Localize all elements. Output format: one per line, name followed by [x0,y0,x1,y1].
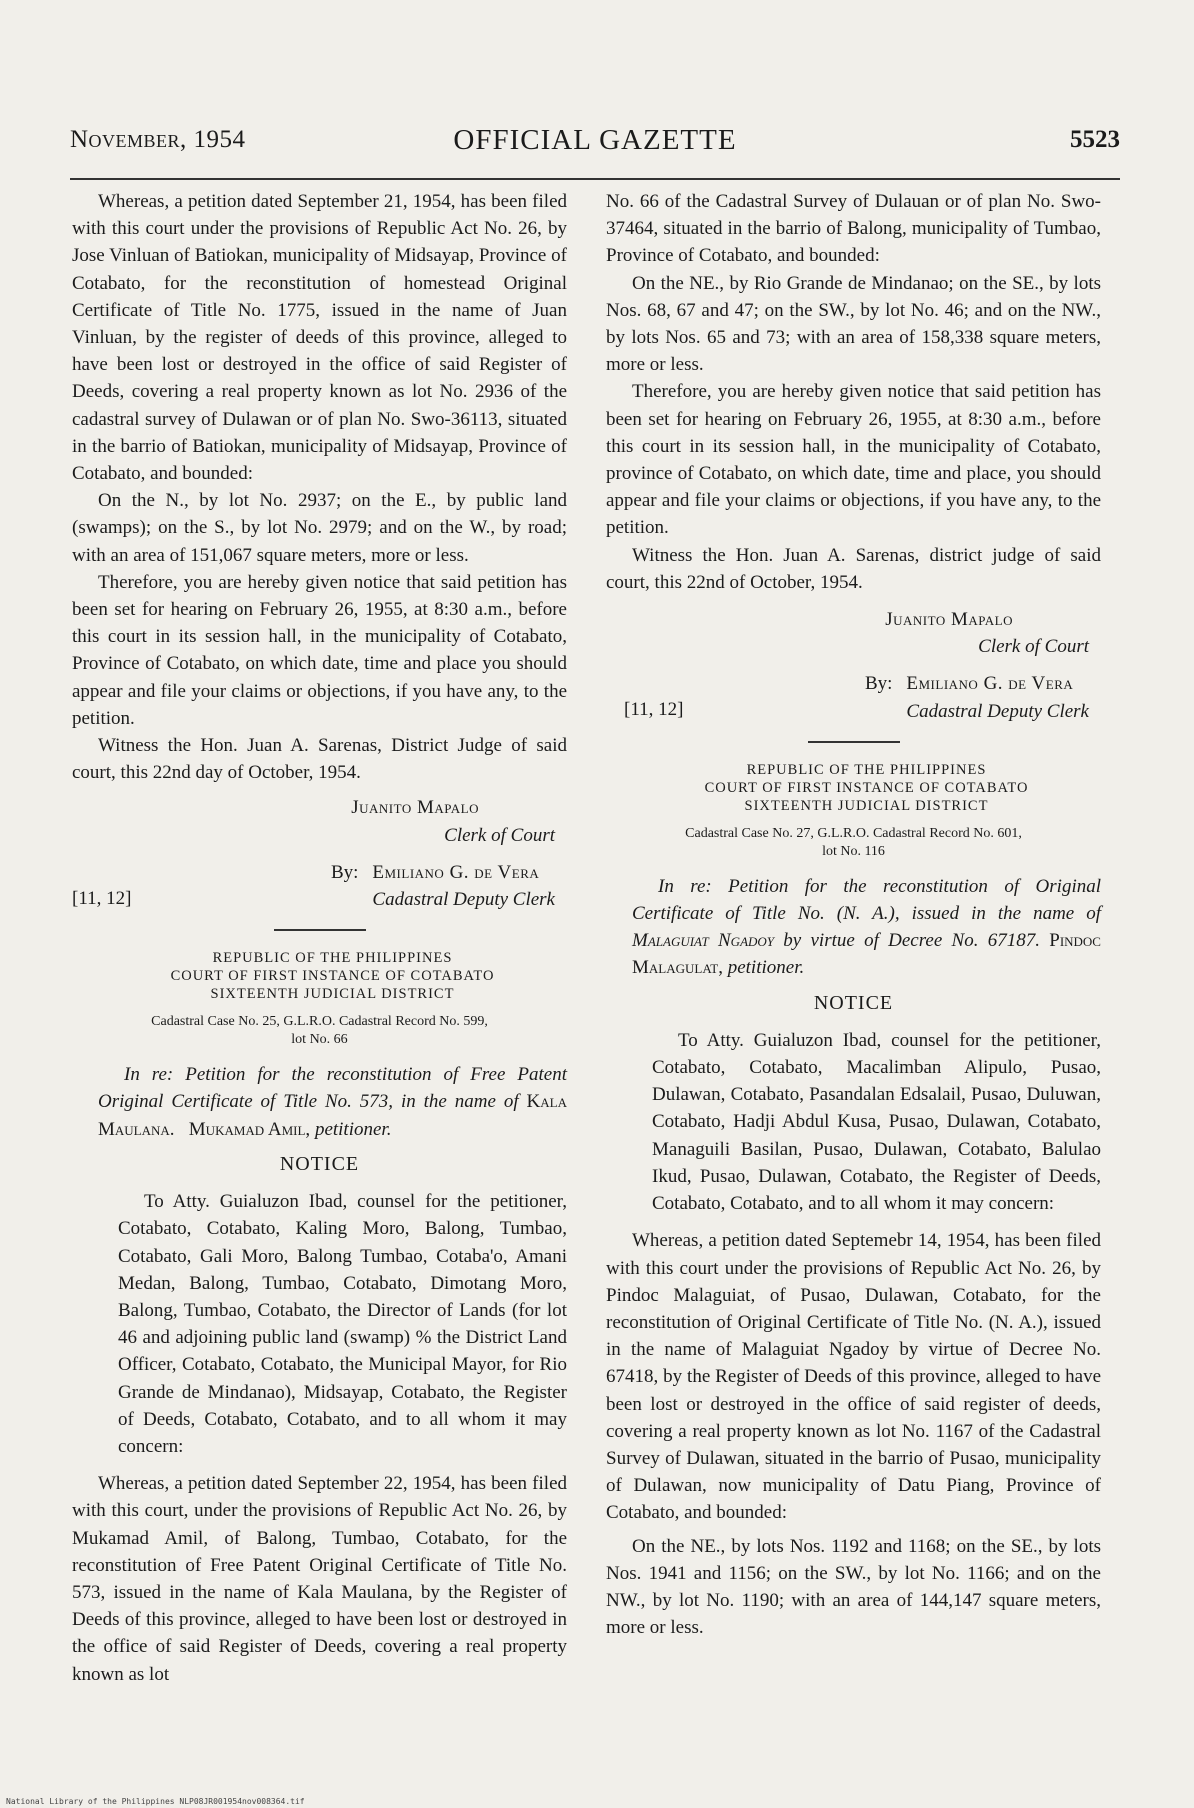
header-rule [70,178,1120,180]
paragraph: Whereas, a petition dated September 21, 1954, has been filed with this court under the provisions of Republic Act No. 26, by Jose Vinluan of Batiokan, municipality of Midsayap, Province of Cotabato, for the reconstitution of homestead Original Certificate of Title No. 1775, issued in the name of Juan Vinluan, by the register of deeds of this province, alleged to have been lost or destroyed in the office of said Register of Deeds, covering a real property known as lot No. 2936 of the cadastral survey of Dulawan or of plan No. Swo-36113, situated in the barrio of Batiokan, municipality of Midsayap, Province of Cotabato, and bounded: [72,191,567,485]
case-reference [72,1013,567,1049]
paragraph: Whereas, a petition dated September 22, 1954, has been filed with this court, under the provisions of Republic Act No. 26, by Mukamad Amil, of Balong, Tumbao, Cotabato, for the reconstitution of Free Patent Original Certificate of Title No. 573, issued in the name of Kala Maulana, by the Register of Deeds of this province, alleged to have been lost or destroyed in the office of said Register of Deeds, covering a real property known as lot [72,1473,567,1685]
petitioner-name: Pindoc Malagulat, [632,930,1101,979]
clerk-name: Juanito Mapalo [885,609,1013,631]
clerk-name: Juanito Mapalo [351,797,479,819]
by-label: By: [330,861,359,883]
paragraph: Therefore, you are hereby given notice that said petition has been set for hearing on February 26, 1955, at 8:30 a.m., before this court in its session hall, in the municipality of Cotabato, Province of Cotabato, on which date, time and place you should appear and file your claims or objections, if you have any, to the petition. [72,571,567,729]
in-re-text: In re: Petition for the reconstitution of Original Certificate of Title No. (N. A.), issued in the name of [632,875,1101,925]
in-re-caption [606,873,1101,982]
owner-name: Kala Maulana. [98,1091,567,1140]
petitioner-name: Mukamad Amil, [188,1118,311,1140]
case-number: Cadastral Case No. 25, G.L.R.O. Cadastral Record No. 599, [151,1014,488,1030]
clerk-title: Clerk of Court [978,636,1089,658]
republic-heading: REPUBLIC OF THE PHILIPPINES [212,950,453,967]
paragraph: No. 66 of the Cadastral Survey of Dulauan or of plan No. Swo-37464, situated in the barrio of Balong, municipality of Tumbao, Province of Cotabato, and bounded: [606,191,1101,267]
issue-reference: [11, 12] [72,887,132,909]
court-heading: COURT OF FIRST INSTANCE OF COTABATO [704,779,1029,796]
lot-number: lot No. 116 [822,843,885,859]
paragraph: Witness the Hon. Juan A. Sarenas, district judge of said court, this 22nd of October, 1954. [606,544,1101,593]
district-heading: SIXTEENTH JUDICIAL DISTRICT [744,797,989,814]
lot-number: lot No. 66 [291,1032,348,1048]
in-re-caption [72,1061,567,1143]
in-re-text: In re: Petition for the reconstitution of Free Patent Original Certificate of Title No. 573, in the name of [98,1064,567,1113]
case-reference [606,825,1101,861]
right-column [606,188,1101,1641]
page-header [70,118,1120,168]
decree-text: by virtue of Decree No. 67187. [774,930,1050,952]
owner-name: Malaguiat Ngadoy [632,930,775,952]
notice-heading: NOTICE [813,991,894,1014]
notice-heading: NOTICE [279,1152,360,1175]
paragraph: On the NE., by lots Nos. 1192 and 1168; on the SE., by lots Nos. 1941 and 1156; on the SW., by lot No. 1166; and on the NW., by lot No. 1190; with an area of 144,147 square meters, more or less. [606,1535,1101,1639]
section-divider [274,929,366,931]
paragraph: On the N., by lot No. 2937; on the E., by public land (swamps); on the S., by lot No. 2979; and on the W., by road; with an area of 151,067 square meters, more or less. [72,490,567,566]
header-date: November, 1954 [70,126,246,153]
petitioner-label: petitioner. [722,957,805,979]
court-heading: COURT OF FIRST INSTANCE OF COTABATO [170,968,495,985]
deputy-title: Cadastral Deputy Clerk [372,889,555,911]
scan-footer: National Library of the Philippines NLP08JR001954nov008364.tif [6,1797,305,1806]
by-label: By: [864,673,893,695]
addressees: To Atty. Guialuzon Ibad, counsel for the petitioner, Cotabato, Cotabato, Macalimban Alipulo, Pusao, Dulawan, Cotabato, Pasandalan Edsalail, Pusao, Duluwan, Cotabato, Hadji Abdul Kusa, Pusao, Dulawan, Cotabato, Managuili Basilan, Pusao, Dulawan, Cotabato, Balulao Ikud, Pusao, Dulawan, Cotabato, the Register of Deeds, Cotabato, Cotabato, and to all whom it may concern: [652,1029,1101,1215]
addressees: To Atty. Guialuzon Ibad, counsel for the petitioner, Cotabato, Cotabato, Kaling Moro, Balong, Tumbao, Cotabato, Gali Moro, Balong Tumbao, Cotaba'o, Amani Medan, Balong, Tumbao, Cotabato, Dimotang Moro, Balong, Tumbao, Cotabato, the Director of Lands (for lot 46 and adjoining public land (swamp) % the District Land Officer, Cotabato, Cotabato, the Municipal Mayor, for Rio Grande de Mindanao), Midsayap, Cotabato, the Register of Deeds, Cotabato, Cotabato, and to all whom it may concern: [118,1191,567,1457]
section-divider [808,741,900,743]
header-page-number: 5523 [1070,126,1120,153]
paragraph: Therefore, you are hereby given notice that said petition has been set for hearing on February 26, 1955, at 8:30 a.m., before this court in its session hall, in the municipality of Cotabato, province of Cotabato, on which date, time and place, you should appear and file your claims or objections, if you have any, to the petition. [606,381,1101,539]
petitioner-label: petitioner. [310,1118,392,1140]
district-heading: SIXTEENTH JUDICIAL DISTRICT [210,986,455,1003]
paragraph: Whereas, a petition dated Septemebr 14, 1954, has been filed with this court under the provisions of Republic Act No. 26, by Pindoc Malaguiat, of Pusao, Dulawan, Cotabato, for the reconstitution of Original Certificate of Title No. (N. A.), issued in the name of Malaguiat Ngadoy by virtue of Decree No. 67418, by the Register of Deeds of this province, alleged to have been lost or destroyed in the office of said register of deeds, covering a real property known as lot No. 1167 of the Cadastral Survey of Dulawan, situated in the barrio of Pusao, municipality of Dulawan, now municipality of Datu Piang, Province of Cotabato, and bounded: [606,1230,1101,1524]
left-column [72,188,567,1688]
case-number: Cadastral Case No. 27, G.L.R.O. Cadastral Record No. 601, [685,825,1022,841]
deputy-name: Emiliano G. de Vera [906,673,1074,695]
paragraph: On the NE., by Rio Grande de Mindanao; on the SE., by lots Nos. 68, 67 and 47; on the SW., by lot No. 46; and on the NW., by lots Nos. 65 and 73; with an area of 158,338 square meters, more or less. [606,272,1101,376]
issue-reference: [11, 12] [624,699,684,721]
paragraph: Witness the Hon. Juan A. Sarenas, District Judge of said court, this 22nd day of October, 1954. [72,735,567,784]
signature-block [72,794,567,913]
clerk-title: Clerk of Court [444,824,555,846]
header-publication-title: OFFICIAL GAZETTE [453,124,737,156]
republic-heading: REPUBLIC OF THE PHILIPPINES [746,761,987,778]
deputy-title: Cadastral Deputy Clerk [906,700,1089,722]
deputy-name: Emiliano G. de Vera [372,861,540,883]
signature-block [606,606,1101,725]
